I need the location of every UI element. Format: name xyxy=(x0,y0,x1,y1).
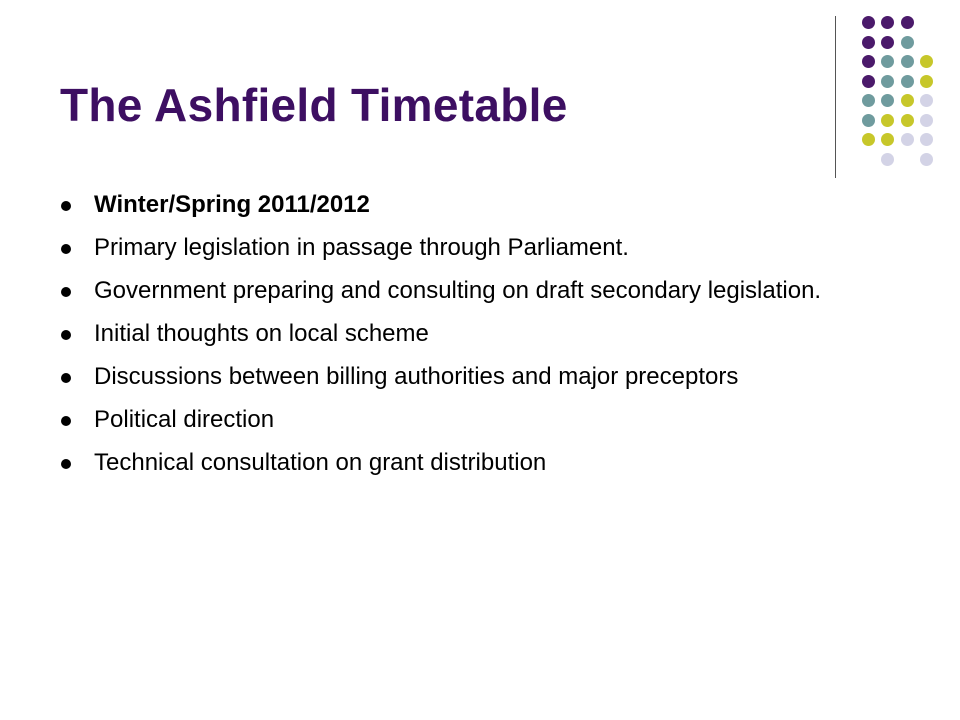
bullet-item xyxy=(60,231,840,265)
decorative-dot xyxy=(881,114,894,127)
decorative-dot xyxy=(901,114,914,127)
bullet-item xyxy=(60,188,840,222)
decorative-dot xyxy=(901,94,914,107)
slide-title: The Ashfield Timetable xyxy=(60,79,568,131)
bullet-item xyxy=(60,360,840,394)
bullet-icon xyxy=(61,244,71,254)
decorative-dot xyxy=(901,75,914,88)
bullet-item xyxy=(60,446,840,480)
decorative-dot xyxy=(920,114,933,127)
bullet-text: Primary legislation in passage through Parliament. xyxy=(94,234,629,261)
decorative-dot xyxy=(862,55,875,68)
decorative-dot-grid xyxy=(0,0,960,200)
decorative-dot xyxy=(881,133,894,146)
decorative-dot xyxy=(881,55,894,68)
decorative-dot xyxy=(881,94,894,107)
bullet-text: Political direction xyxy=(94,406,275,433)
decorative-dot xyxy=(920,153,933,166)
decorative-dot xyxy=(862,75,875,88)
decorative-dot xyxy=(920,94,933,107)
decorative-dot xyxy=(901,133,914,146)
decorative-dot xyxy=(862,114,875,127)
decorative-dot xyxy=(881,16,894,29)
decorative-dot xyxy=(901,16,914,29)
decorative-dot xyxy=(881,36,894,49)
decorative-dot xyxy=(862,94,875,107)
decorative-dot xyxy=(881,153,894,166)
bullet-item xyxy=(60,274,840,308)
bullet-text: Discussions between billing authorities and major preceptors xyxy=(94,363,739,390)
decorative-dot xyxy=(881,75,894,88)
bullet-list xyxy=(60,188,840,489)
bullet-icon xyxy=(61,287,71,297)
decorative-dot xyxy=(901,55,914,68)
bullet-icon xyxy=(61,459,71,469)
decorative-dot xyxy=(862,133,875,146)
bullet-icon xyxy=(61,416,71,426)
bullet-icon xyxy=(61,373,71,383)
bullet-icon xyxy=(61,330,71,340)
bullet-item xyxy=(60,317,840,351)
bullet-text: Technical consultation on grant distribution xyxy=(94,449,547,476)
decorative-dot xyxy=(920,55,933,68)
decorative-dot xyxy=(862,36,875,49)
bullet-icon xyxy=(61,201,71,211)
bullet-text: Government preparing and consulting on draft secondary legislation. xyxy=(94,277,822,304)
decorative-dot xyxy=(862,16,875,29)
bullet-text: Winter/Spring 2011/2012 xyxy=(94,191,370,218)
decorative-dot xyxy=(920,75,933,88)
decorative-dot xyxy=(901,36,914,49)
bullet-text: Initial thoughts on local scheme xyxy=(94,320,429,347)
decorative-dot xyxy=(920,133,933,146)
bullet-item xyxy=(60,403,840,437)
